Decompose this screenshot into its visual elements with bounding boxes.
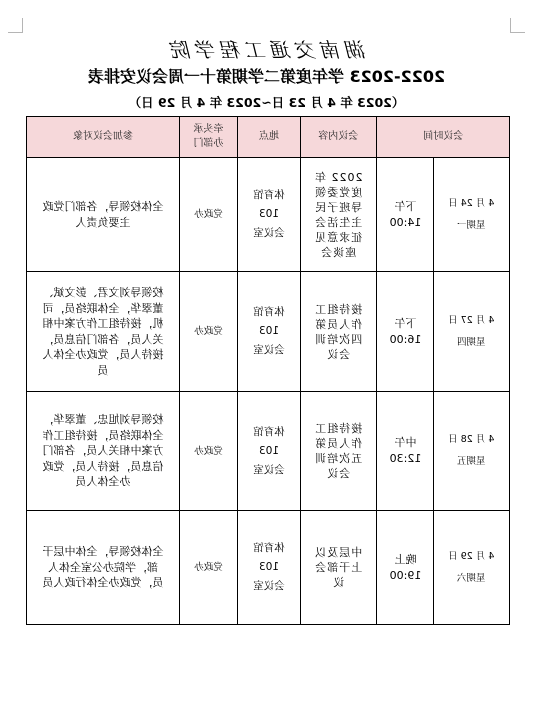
content-cell: 接待组工作人员第五次培训会议 [301, 392, 377, 511]
location-cell: 体育馆 103 会议室 [237, 511, 300, 625]
date-cell: 4 月 29 日 星期六 [434, 511, 510, 625]
time-cell: 下午 16:00 [376, 272, 434, 392]
table-header-row [27, 117, 510, 158]
date-cell: 4 月 28 日 星期五 [434, 392, 510, 511]
date-range: （2023 年 4 月 23 日~2023 年 4 月 29 日） [128, 95, 405, 110]
page-corner-mark-right [510, 18, 525, 33]
table-row [27, 392, 510, 511]
dept-cell: 党政办 [180, 272, 238, 392]
header-content: 会议内容 [301, 117, 377, 158]
content-cell: 接待组工作人员第四次培训会议 [301, 272, 377, 392]
attendees-cell: 校领导刘文君、彭文斌、董翠华，全体联络员，司机，接待组工作方案中相关人员，各部门信息员，接待人员，党政办全体人员 [27, 272, 180, 392]
table-row [27, 272, 510, 392]
header-time: 会议时间 [376, 117, 509, 158]
table-row [27, 511, 510, 625]
date-cell: 4 月 24 日 星期一 [434, 158, 510, 272]
time-cell: 晚上 19:00 [376, 511, 434, 625]
document-title: 2022-2023 学年度第二学期第十一周会议安排表 [87, 67, 446, 86]
page-corner-mark-left [8, 18, 23, 33]
location-cell: 体育馆 103 会议室 [237, 392, 300, 511]
content-cell: 中层及以上干部会议 [301, 511, 377, 625]
dept-cell: 党政办 [180, 392, 238, 511]
header-attendees: 参加会议对象 [27, 117, 180, 158]
attendees-cell: 全体校领导，各部门党政主要负责人 [27, 158, 180, 272]
content-cell: 2022 年度党委领导班子民主生活会征求意见座谈会 [301, 158, 377, 272]
meeting-schedule-table [26, 116, 510, 625]
time-cell: 中午 12:30 [376, 392, 434, 511]
header-dept: 牵头承 办部门 [180, 117, 238, 158]
location-cell: 体育馆 103 会议室 [237, 272, 300, 392]
dept-cell: 党政办 [180, 158, 238, 272]
institution-name: 湖南交通工程学院 [166, 38, 367, 62]
header-location: 地点 [237, 117, 300, 158]
attendees-cell: 校领导刘旭忠、董翠华，全体联络员，接待组工作方案中相关人员，各部门信息员，接待人员，党政办全体人员 [27, 392, 180, 511]
attendees-cell: 全体校领导，全体中层干部，学院办公室全体人员，党政办全体行政人员 [27, 511, 180, 625]
table-row [27, 158, 510, 272]
date-cell: 4 月 27 日 星期四 [434, 272, 510, 392]
time-cell: 下午 14:00 [376, 158, 434, 272]
dept-cell: 党政办 [180, 511, 238, 625]
location-cell: 体育馆 103 会议室 [237, 158, 300, 272]
